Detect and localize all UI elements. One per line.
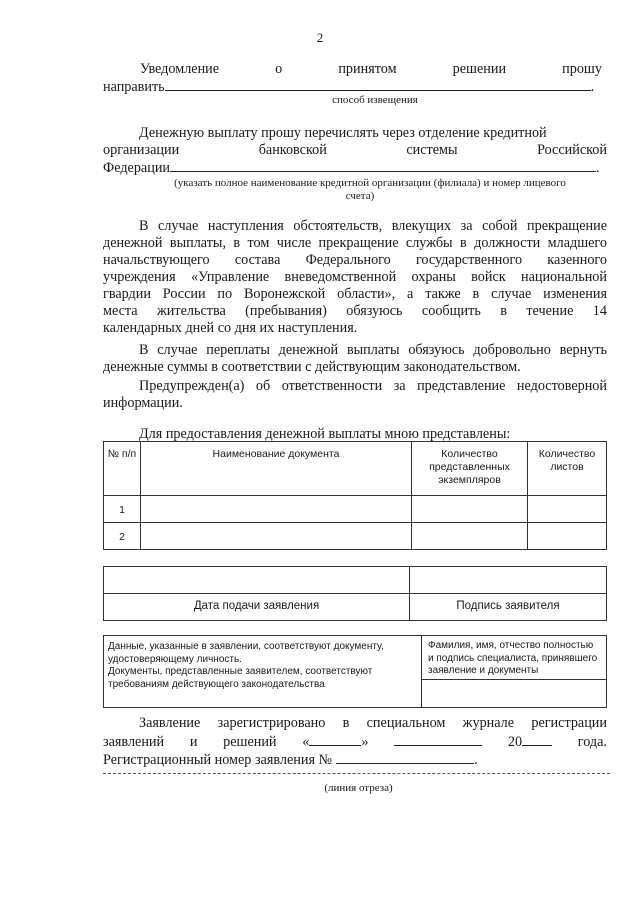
notification-line-1 xyxy=(140,61,602,78)
specialist-text: заявление и документы xyxy=(428,665,539,676)
verification-table xyxy=(103,635,607,708)
label-napravit: направить xyxy=(103,79,165,95)
obligation-line: календарных дней со дня их наступления. xyxy=(103,320,358,336)
documents-table xyxy=(103,441,607,550)
table-row xyxy=(104,496,607,523)
cell-copies[interactable] xyxy=(412,523,528,550)
page-number: 2 xyxy=(316,30,324,45)
cell-sheets[interactable] xyxy=(528,496,607,523)
payment-line-3 xyxy=(103,159,600,177)
overpayment-line: В случае переплаты денежной выплаты обязуюсь добровольно вернуть xyxy=(139,342,607,358)
col-header-name: Наименование документа xyxy=(141,442,412,496)
registration-line-1: Заявление зарегистрировано в специальном журнале регистрации xyxy=(139,715,607,731)
blank-notification-method[interactable] xyxy=(165,78,591,91)
cut-line-label: (линия отреза) xyxy=(324,782,393,794)
cut-line xyxy=(103,773,610,774)
period: . xyxy=(590,79,595,95)
blank-day[interactable] xyxy=(309,733,361,746)
blank-registration-number[interactable] xyxy=(336,751,474,764)
word: системы xyxy=(406,142,458,158)
obligation-paragraph xyxy=(103,218,607,337)
date-year xyxy=(508,733,552,751)
verification-text: удостоверяющему личность. xyxy=(108,653,242,665)
verification-text: Документы, представленные заявителем, соответствуют xyxy=(108,666,373,677)
overpayment-paragraph xyxy=(103,342,607,376)
period: . xyxy=(596,160,600,176)
obligation-line: учреждения «Управление вневедомственной охраны войск национальной xyxy=(103,269,607,285)
row-number: 1 xyxy=(104,496,141,523)
date-signature-table xyxy=(103,566,607,621)
quote-open: « xyxy=(302,734,310,750)
word: принятом xyxy=(338,61,397,77)
specialist-label xyxy=(422,636,607,680)
obligation-line: начальствующего состава Федерального государственного казенного xyxy=(103,252,607,268)
period: . xyxy=(474,752,478,768)
table-row xyxy=(104,523,607,550)
word: решений xyxy=(223,734,277,750)
verification-text: требованиям действующего законодательства xyxy=(108,678,325,690)
word: банковской xyxy=(258,142,327,158)
caption-notification-method: способ извещения xyxy=(332,94,418,106)
word: организации xyxy=(103,142,180,158)
overpayment-line: денежные суммы в соответствии с действующим законодательством. xyxy=(103,359,521,375)
payment-line-1: Денежную выплату прошу перечислять через отделение кредитной xyxy=(139,125,547,141)
blank-bank-name[interactable] xyxy=(170,159,596,172)
blank-month[interactable] xyxy=(394,733,482,746)
year-prefix: 20 xyxy=(507,734,523,750)
obligation-line: гвардии России по Воронежской области», а также в случае изменения xyxy=(103,286,607,302)
col-header-sheets: Количество листов xyxy=(528,442,607,496)
word: о xyxy=(275,61,283,77)
word: прошу xyxy=(562,61,602,77)
cell-sheets[interactable] xyxy=(528,523,607,550)
word: Уведомление xyxy=(140,61,220,77)
signature-label: Подпись заявителя xyxy=(410,594,607,621)
col-header-number: № п/п xyxy=(104,442,141,496)
row-number: 2 xyxy=(104,523,141,550)
registration-line-3 xyxy=(103,751,478,769)
date-label: Дата подачи заявления xyxy=(104,594,410,621)
word: заявлений xyxy=(103,734,165,750)
specialist-text: и подпись специалиста, принявшего xyxy=(428,652,598,664)
word: и xyxy=(189,734,198,750)
word: года. xyxy=(577,734,607,750)
label-federacii: Федерации xyxy=(103,160,171,176)
verification-statement xyxy=(104,636,422,708)
specialist-text: Фамилия, имя, отчество полностью xyxy=(428,640,594,651)
obligation-line: места жительства (пребывания) обязуюсь сообщить в течение 14 xyxy=(103,303,607,319)
registration-line-2 xyxy=(103,733,607,751)
verification-text: Данные, указанные в заявлении, соответствуют документу, xyxy=(108,641,384,652)
quote-close: » xyxy=(361,734,369,750)
documents-heading: Для предоставления денежной выплаты мною представлены: xyxy=(139,426,511,442)
col-header-copies: Количество представленных экземпляров xyxy=(412,442,528,496)
caption-bank-line-1: (указать полное наименование кредитной организации (филиала) и номер лицевого xyxy=(174,177,566,189)
warning-paragraph xyxy=(103,378,607,412)
cell-specialist-signature[interactable] xyxy=(422,680,607,708)
registration-number-label: Регистрационный номер заявления № xyxy=(103,752,333,768)
cell-copies[interactable] xyxy=(412,496,528,523)
cell-doc-name[interactable] xyxy=(141,523,412,550)
obligation-line: В случае наступления обстоятельств, влекущих за собой прекращение xyxy=(139,218,607,234)
cell-date-value[interactable] xyxy=(104,567,410,594)
payment-line-2 xyxy=(103,142,607,159)
blank-year[interactable] xyxy=(522,733,552,746)
cell-signature-value[interactable] xyxy=(410,567,607,594)
caption-bank-line-2: счета) xyxy=(345,190,375,202)
word: Российской xyxy=(537,142,607,158)
warning-line: информации. xyxy=(103,395,183,411)
obligation-line: денежной выплаты, в том числе прекращение службы в должности младшего xyxy=(103,235,607,251)
warning-line: Предупрежден(а) об ответственности за представление недостоверной xyxy=(139,378,607,394)
cell-doc-name[interactable] xyxy=(141,496,412,523)
word: решении xyxy=(452,61,507,77)
date-day xyxy=(302,733,368,751)
